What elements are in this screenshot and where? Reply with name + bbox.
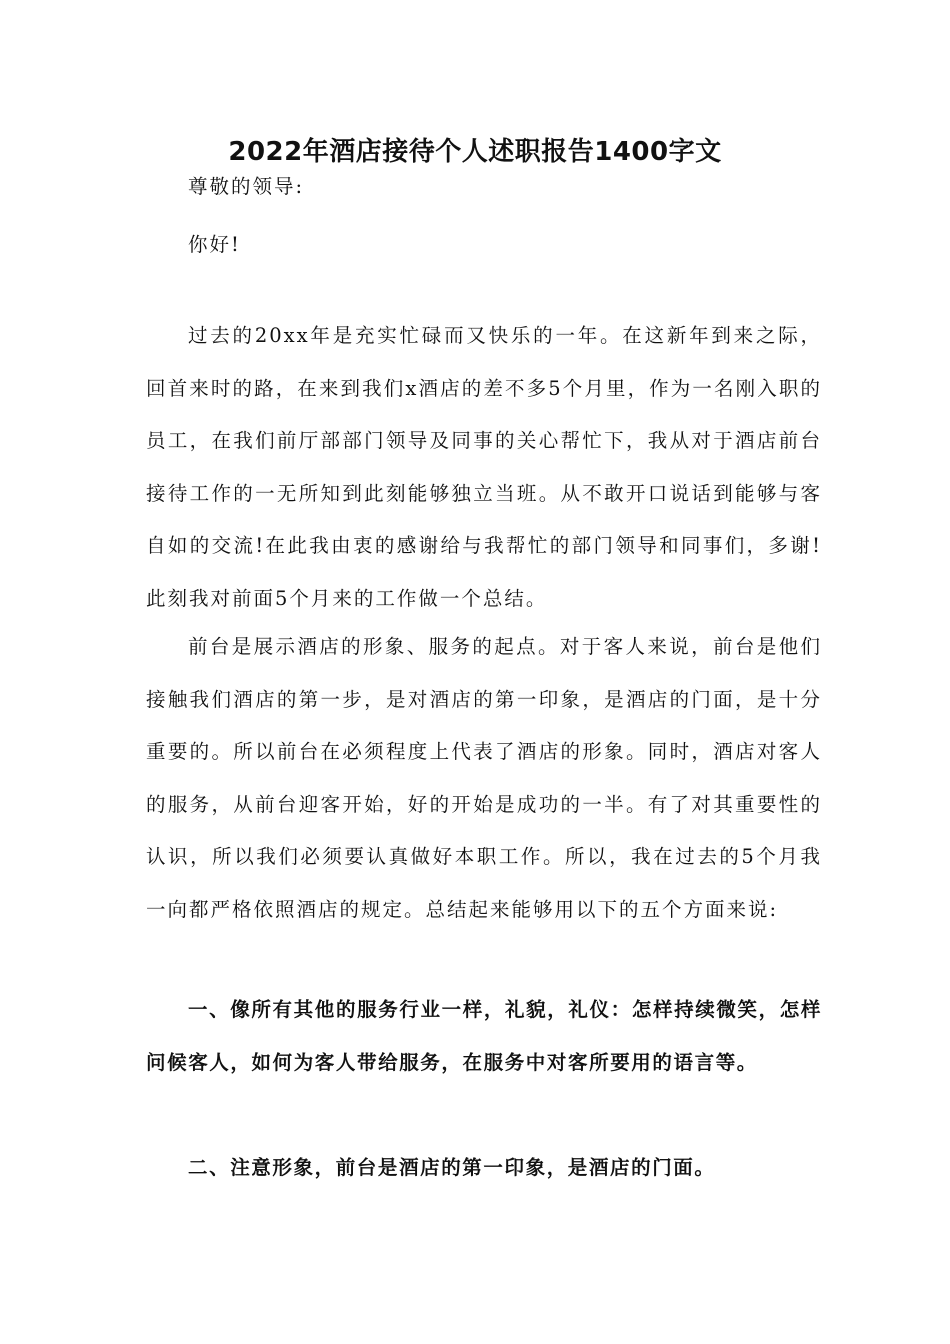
greeting-paragraph: 你好! <box>188 233 241 256</box>
point-two-paragraph: 二、注意形象，前台是酒店的第一印象，是酒店的门面。 <box>188 1156 716 1179</box>
document-title: 2022年酒店接待个人述职报告1400字文 <box>228 137 722 167</box>
body-paragraph-2: 前台是展示酒店的形象、服务的起点。对于客人来说，前台是他们接触我们酒店的第一步，是对酒店的第一印象，是酒店的门面，是十分重要的。所以前台在必须程度上代表了酒店的形象。同时，酒店对客人的服务，从前台迎客开始，好的开始是成功的一半。有了对其重要性的认识，所以我们必须要认真做好本职工作。所以，我在过去的5个月我一向都严格依照酒店的规定。总结起来能够用以下的五个方面来说: <box>146 635 822 921</box>
point-one-paragraph: 一、像所有其他的服务行业一样，礼貌，礼仪：怎样持续微笑，怎样问候客人，如何为客人带给服务，在服务中对客所要用的语言等。 <box>146 998 822 1074</box>
salutation-paragraph: 尊敬的领导: <box>188 175 305 198</box>
body-paragraph-1: 过去的20xx年是充实忙碌而又快乐的一年。在这新年到来之际，回首来时的路，在来到我们x酒店的差不多5个月里，作为一名刚入职的员工，在我们前厅部部门领导及同事的关心帮忙下，我从对于酒店前台接待工作的一无所知到此刻能够独立当班。从不敢开口说话到能够与客自如的交流!在此我由衷的感谢给与我帮忙的部门领导和同事们，多谢!此刻我对前面5个月来的工作做一个总结。 <box>146 324 822 610</box>
